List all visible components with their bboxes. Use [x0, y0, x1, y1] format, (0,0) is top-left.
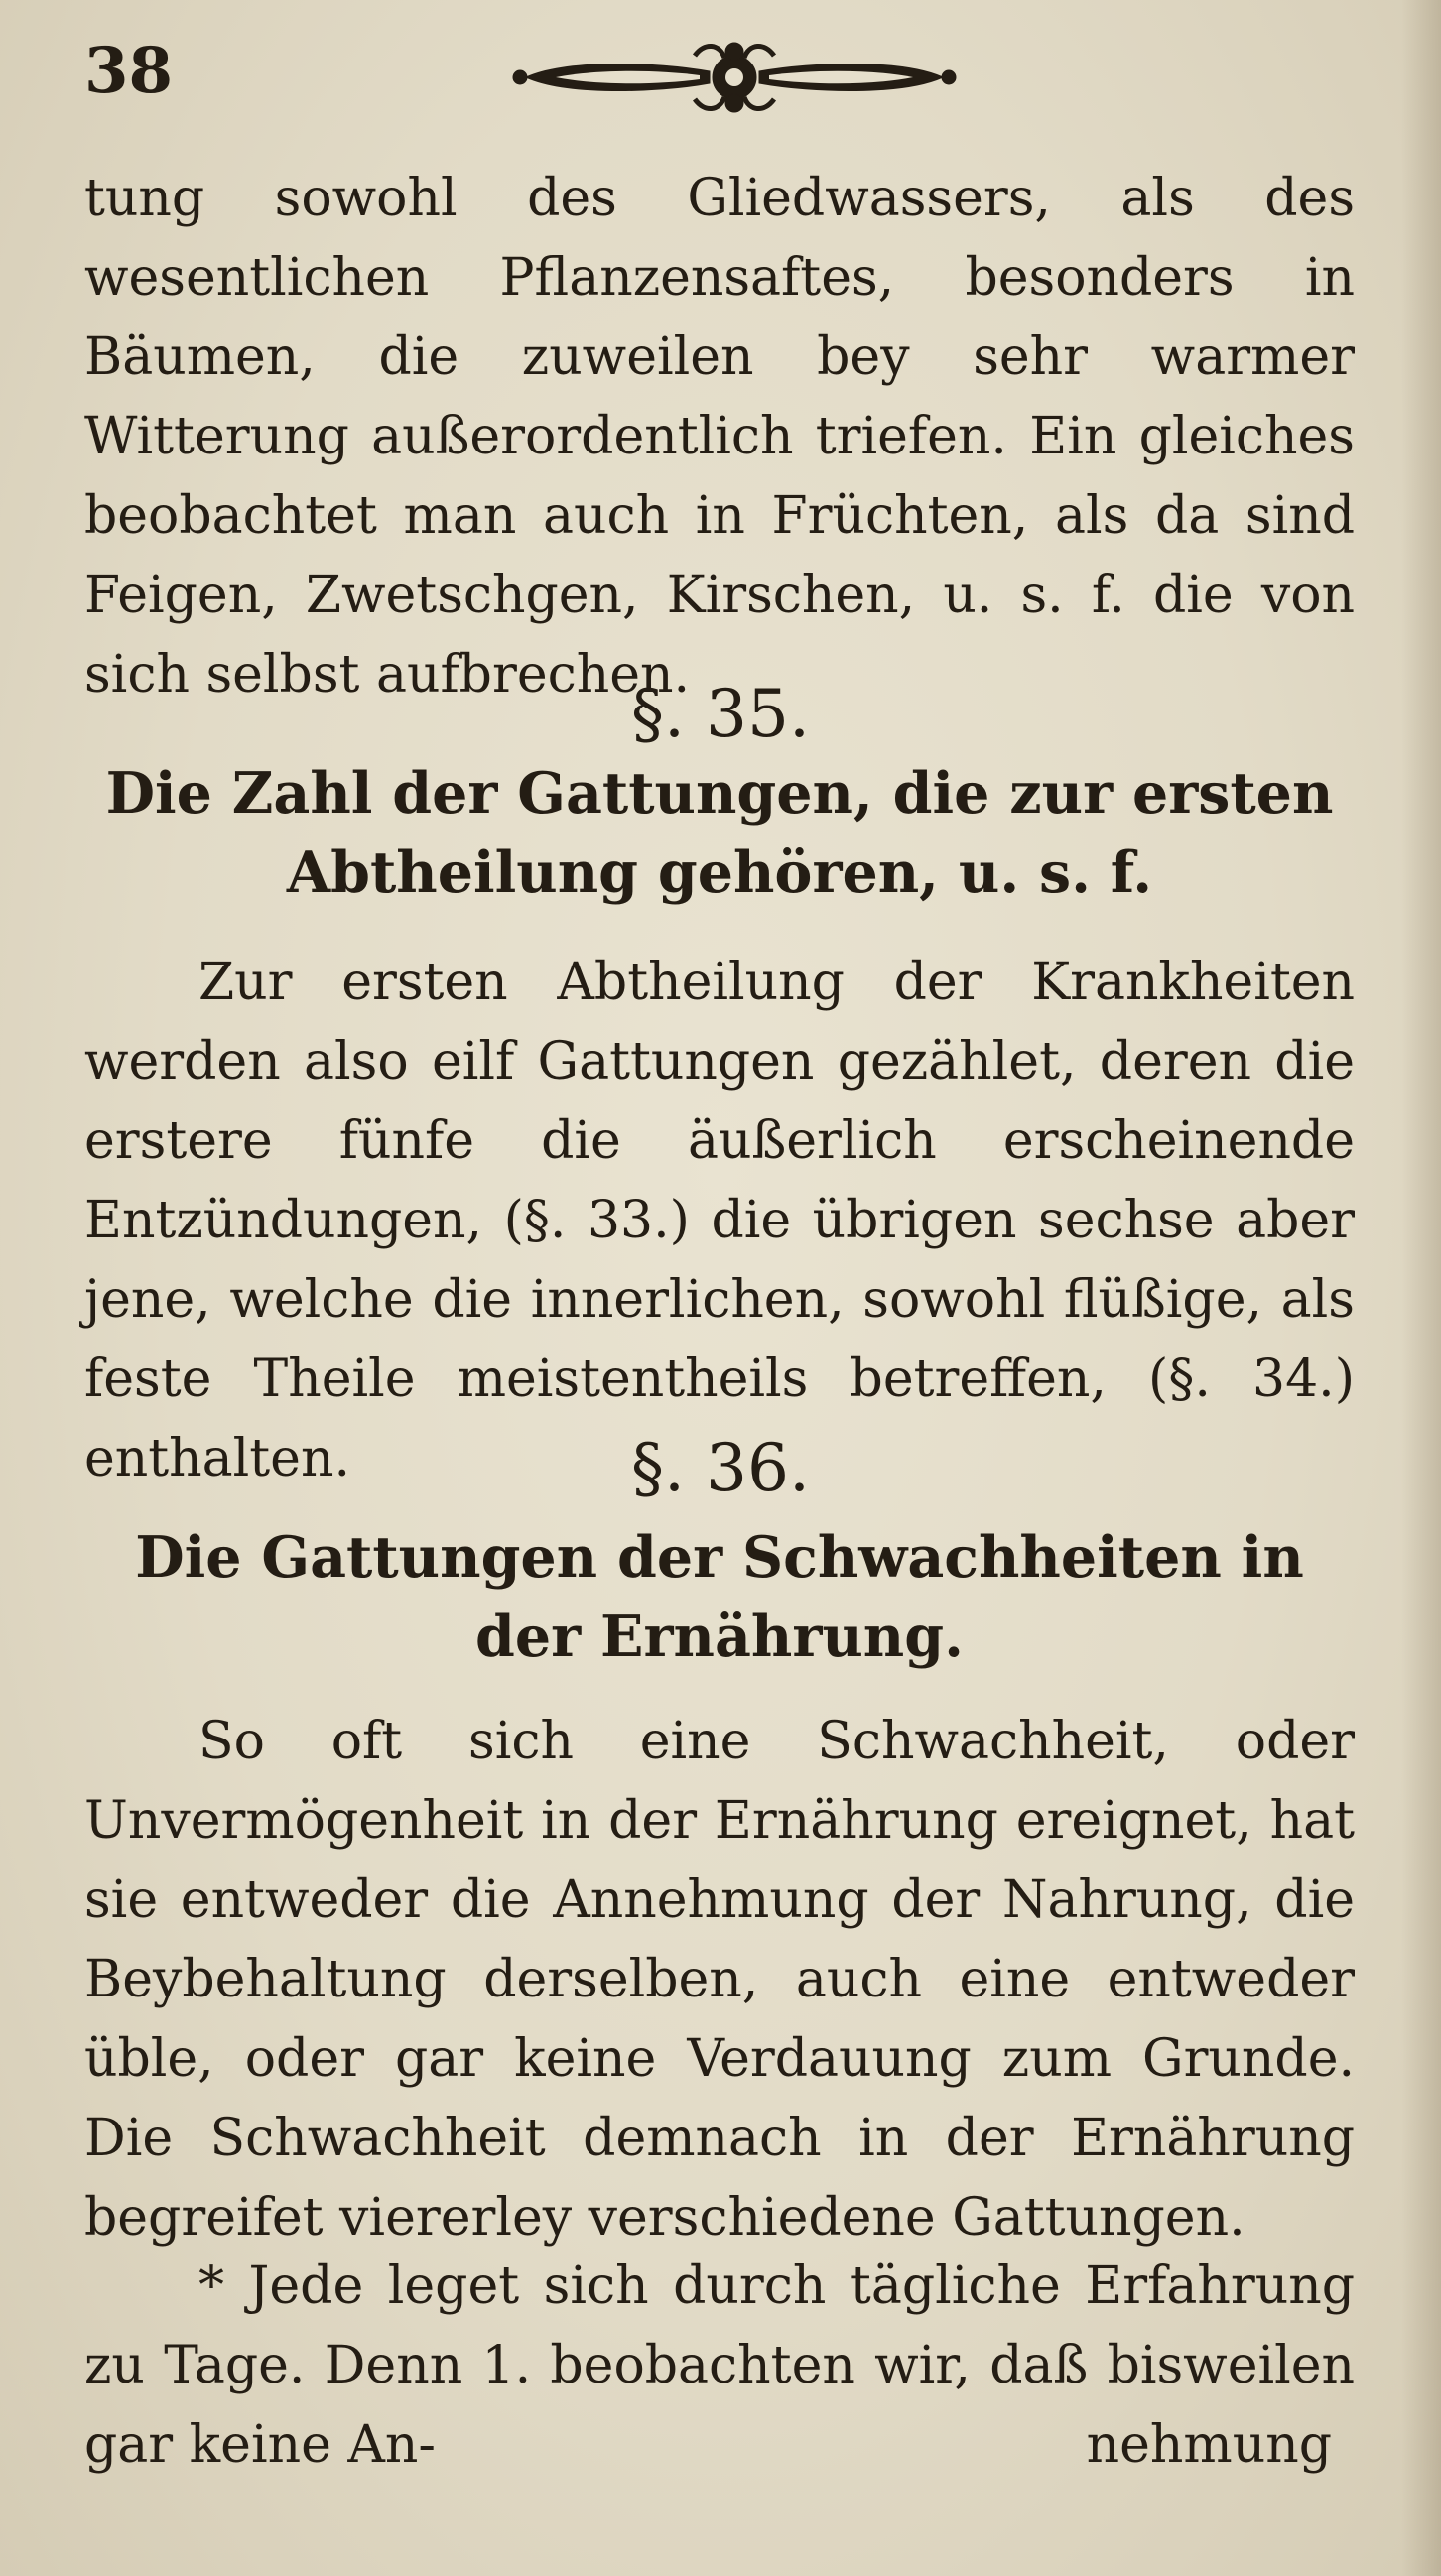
footnote-text: * Jede leget sich durch tägliche Erfahrung zu Tage. Denn 1. beobachten wir, daß bisweilen gar keine An-	[84, 2256, 1355, 2475]
printer-ornament-icon	[506, 38, 963, 117]
page-number: 38	[84, 34, 174, 108]
top-paragraph	[84, 159, 1355, 714]
section-35-paragraph	[84, 943, 1355, 1498]
catchword: nehmung	[1086, 2415, 1332, 2475]
section-35-heading: Die Zahl der Gattungen, die zur ersten Abtheilung gehören, u. s. f.	[105, 760, 1334, 906]
section-36-body: So oft sich eine Schwachheit, oder Unvermögenheit in der Ernährung ereignet, hat sie entweder die Annehmung der Nahrung, die Beybehaltung derselben, auch eine entweder üble, oder gar keine Verdauung zum Grunde. Die Schwachheit demnach in der Ernährung begreifet viererley verschiedene Gattungen.	[84, 1712, 1355, 2248]
section-35-body: Zur ersten Abtheilung der Krankheiten werden also eilf Gattungen gezählet, deren die erstere fünfe die äußerlich erscheinende Entzündungen, (§. 33.) die übrigen sechse aber jene, welche die innerlichen, sowohl flüßige, als feste Theile meistentheils betreffen, (§. 34.) enthalten.	[84, 953, 1355, 1488]
page-edge-shadow	[1401, 0, 1441, 2576]
section-36-number: §. 36.	[631, 1430, 810, 1506]
section-35-number: §. 35.	[631, 676, 810, 752]
top-paragraph-text: tung sowohl des Gliedwassers, als des wesentlichen Pflanzensaftes, besonders in Bäumen, die zuweilen bey sehr warmer Witterung außerordentlich triefen. Ein gleiches beobachtet man auch in Früchten, als da sind Feigen, Zwetschgen, Kirschen, u. s. f. die von sich selbst aufbrechen.	[84, 169, 1355, 705]
section-36-heading: Die Gattungen der Schwachheiten in der Ernährung.	[135, 1524, 1304, 1670]
section-36-paragraph	[84, 1702, 1355, 2257]
